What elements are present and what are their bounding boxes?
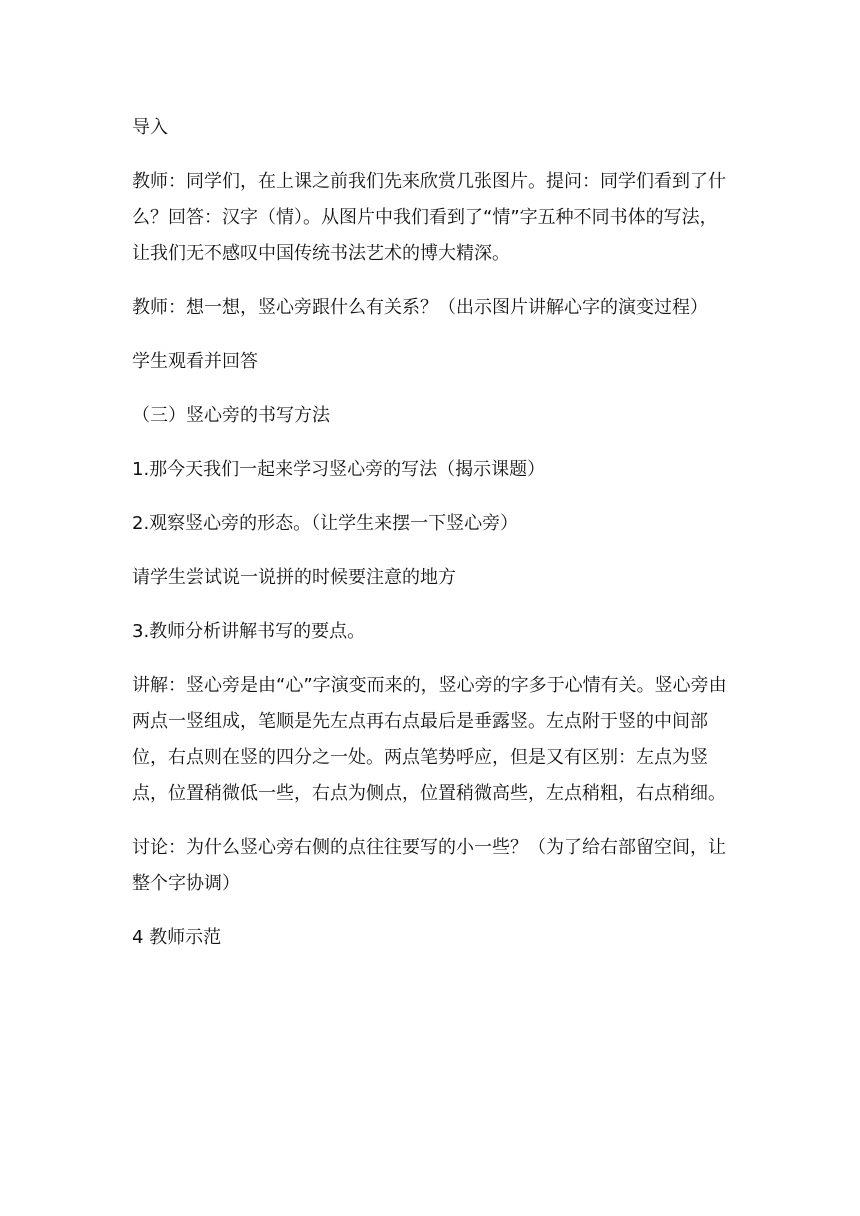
paragraph-step-4: 4 教师示范 (132, 927, 222, 948)
paragraph-discussion: 讨论：为什么竖心旁右侧的点往往要写的小一些？（为了给右部留空间，让整个字协调） (132, 837, 726, 894)
paragraph-students-answer: 学生观看并回答 (132, 351, 258, 372)
paragraph-intro-heading: 导入 (132, 117, 168, 138)
paragraph-student-attempt: 请学生尝试说一说拼的时候要注意的地方 (132, 567, 456, 588)
paragraph-step-3: 3.教师分析讲解书写的要点。 (132, 621, 366, 642)
paragraph-explanation: 讲解：竖心旁是由“心”字演变而来的，竖心旁的字多于心情有关。竖心旁由两点一竖组成，笔顺是先左点再右点最后是垂露竖。左点附于竖的中间部位，右点则在竖的四分之一处。两点笔势呼应，但是又有区别：左点为竖点，位置稍微低一些，右点为侧点，位置稍微高些，左点稍粗，右点稍细。 (132, 675, 727, 804)
paragraph-step-2: 2.观察竖心旁的形态。（让学生来摆一下竖心旁） (132, 513, 519, 534)
paragraph-teacher-question: 教师：想一想，竖心旁跟什么有关系？（出示图片讲解心字的演变过程） (132, 297, 708, 318)
document-body (132, 110, 732, 974)
paragraph-teacher-pictures: 教师：同学们，在上课之前我们先来欣赏几张图片。提问：同学们看到了什么？回答：汉字（情）。从图片中我们看到了“情”字五种不同书体的写法，让我们无不感叹中国传统书法艺术的博大精深。 (132, 171, 726, 264)
paragraph-step-1: 1.那今天我们一起来学习竖心旁的写法（揭示课题） (132, 459, 546, 480)
section-heading-writing-method: （三）竖心旁的书写方法 (132, 405, 330, 426)
